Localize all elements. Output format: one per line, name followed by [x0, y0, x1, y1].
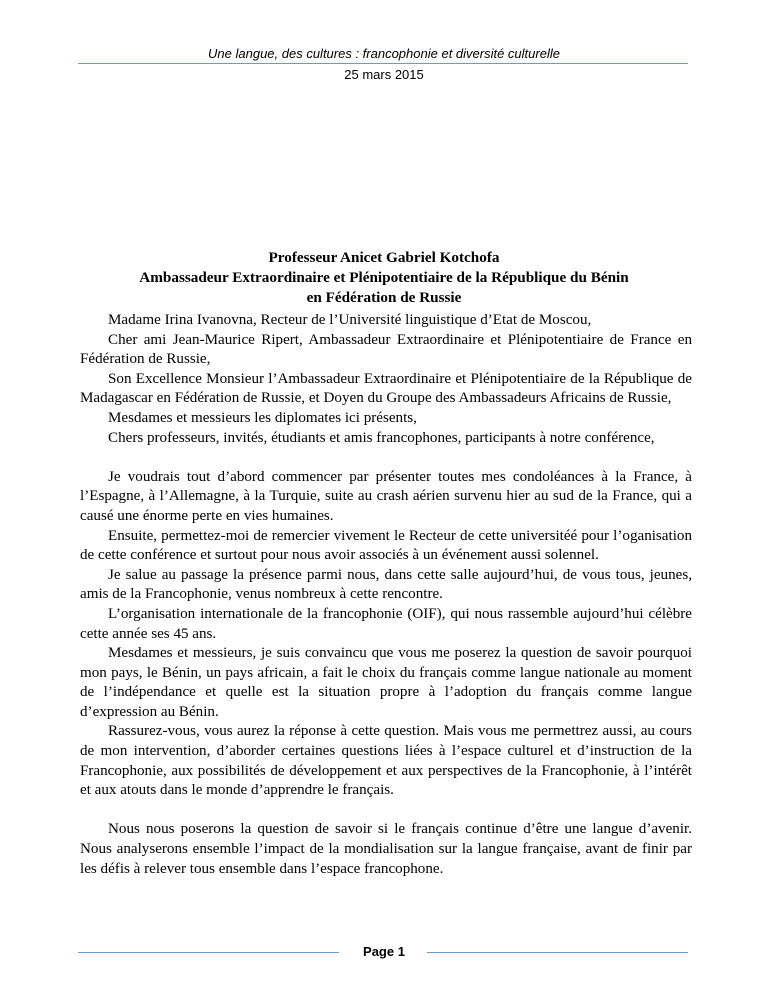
- salutation-line: Mesdames et messieurs les diplomates ici présents,: [108, 409, 417, 426]
- header-divider: [78, 63, 688, 64]
- document-body: [80, 311, 692, 879]
- body-paragraph: L’organisation internationale de la francophonie (OIF), qui nous rassemble aujourd’hui célèbre cette année ses 45 ans.: [80, 605, 692, 642]
- closing-paragraph: Nous nous poserons la question de savoir si le français continue d’être une langue d’avenir. Nous analyserons ensemble l’impact de la mondialisation sur la langue française, avant de finir par les défis à relever tous ensemble dans l’espace francophone.: [80, 821, 692, 877]
- salutation-line: Cher ami Jean-Maurice Ripert, Ambassadeur Extraordinaire et Plénipotentiaire de France en Fédération de Russie,: [80, 331, 692, 368]
- footer-divider-right: [427, 952, 688, 953]
- header-date: 25 mars 2015: [344, 67, 424, 82]
- salutation-line: Son Excellence Monsieur l’Ambassadeur Extraordinaire et Plénipotentiaire de la République de Madagascar en Fédération de Russie, et Doyen du Groupe des Ambassadeurs Africains de Russie,: [80, 370, 692, 407]
- document-heading: [0, 248, 768, 308]
- body-paragraph: Rassurez-vous, vous aurez la réponse à cette question. Mais vous me permettrez aussi, au cours de mon intervention, d’aborder certaines questions liées à l’espace culturel et d’instruction de la Francophonie, aux possibilités de développement et aux perspectives de la Francophonie, à l’intérêt et aux atouts dans le monde d’apprendre le français.: [80, 723, 692, 799]
- body-paragraph: Mesdames et messieurs, je suis convaincu que vous me poserez la question de savoir pourquoi mon pays, le Bénin, un pays africain, a fait le choix du français comme langue nationale au moment de l’indépendance et quelle est la situation propre à l’adoption du français comme langue d’expression au Bénin.: [80, 645, 692, 720]
- author-name: Professeur Anicet Gabriel Kotchofa: [268, 249, 500, 266]
- salutation-line: Madame Irina Ivanovna, Recteur de l’Université linguistique d’Etat de Moscou,: [108, 312, 592, 328]
- header-title: Une langue, des cultures : francophonie et diversité culturelle: [208, 46, 560, 61]
- body-paragraph: Je salue au passage la présence parmi nous, dans cette salle aujourd’hui, de vous tous, jeunes, amis de la Francophonie, venus nombreux à cette rencontre.: [80, 566, 692, 603]
- author-location: en Fédération de Russie: [306, 289, 462, 306]
- page-footer: [0, 942, 768, 962]
- body-paragraph: Ensuite, permettez-moi de remercier vivement le Recteur de cette universitéé pour l’oganisation de cette conférence et surtout pour nous avoir associés à un événement aussi solennel.: [80, 527, 692, 564]
- page-header: [0, 46, 768, 62]
- body-paragraph: Je voudrais tout d’abord commencer par présenter toutes mes condoléances à la France, à l’Espagne, à l’Allemagne, à la Turquie, suite au crash aérien survenu hier au sud de la France, qui a causé une énorme perte en vies humaines.: [80, 468, 692, 524]
- author-title: Ambassadeur Extraordinaire et Plénipotentiaire de la République du Bénin: [139, 269, 629, 286]
- page-number: Page 1: [363, 944, 405, 959]
- salutation-line: Chers professeurs, invités, étudiants et amis francophones, participants à notre conférence,: [108, 429, 655, 446]
